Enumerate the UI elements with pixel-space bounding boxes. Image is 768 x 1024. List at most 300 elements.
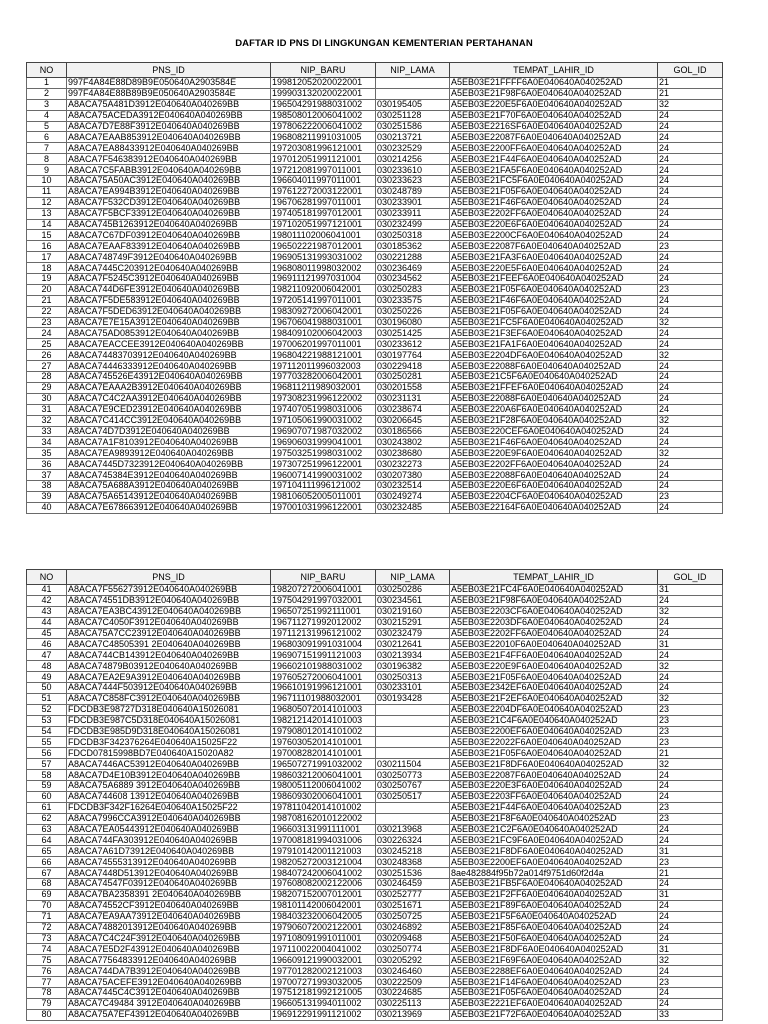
cell-nip-lama: 030229418 xyxy=(376,361,450,372)
cell-nip-baru: 197012051991121001 xyxy=(271,154,376,165)
cell-no: 55 xyxy=(27,737,67,748)
table-row xyxy=(27,759,723,770)
cell-tempat-lahir-id: A5EB03E2202FF6A0E040640A040252AD xyxy=(450,208,658,219)
cell-gol-id: 24 xyxy=(658,922,723,933)
document-title: DAFTAR ID PNS DI LINGKUNGAN KEMENTERIAN PERTAHANAN xyxy=(235,38,533,49)
cell-no: 45 xyxy=(27,628,67,639)
table-row xyxy=(27,661,723,672)
cell-nip-baru: 199903132020022001 xyxy=(271,88,376,99)
column-header-gol-id: GOL_ID xyxy=(658,570,723,585)
cell-tempat-lahir-id: A5EB03E220E9F6A0E040640A040252AD xyxy=(450,661,658,672)
cell-gol-id: 32 xyxy=(658,448,723,459)
cell-gol-id: 23 xyxy=(658,715,723,726)
cell-gol-id: 23 xyxy=(658,857,723,868)
cell-tempat-lahir-id: A5EB03E220E6F6A0E040640A040252AD xyxy=(450,219,658,230)
cell-tempat-lahir-id: A5EB03E21F05F6A0E040640A040252AD xyxy=(450,987,658,998)
cell-pns-id: A8ACA77564833912E040640A040269BB xyxy=(67,955,271,966)
cell-nip-baru: 197008282014101001 xyxy=(271,748,376,759)
cell-nip-lama xyxy=(376,748,450,759)
cell-no: 46 xyxy=(27,639,67,650)
cell-tempat-lahir-id: A5EB03E21FFFF6A0E040640A040252AD xyxy=(450,78,658,89)
cell-tempat-lahir-id: A5EB03E21F46F6A0E040640A040252AD xyxy=(450,437,658,448)
cell-tempat-lahir-id: A5EB03E21C2F6A0E040640A040252AD xyxy=(450,824,658,835)
cell-tempat-lahir-id: A5EB03E21F2EF6A0E040640A040252AD xyxy=(450,693,658,704)
cell-tempat-lahir-id: A5EB03E21F44F6A0E040640A040252AD xyxy=(450,802,658,813)
table-row xyxy=(27,154,723,165)
cell-nip-lama: 030225113 xyxy=(376,998,450,1009)
cell-tempat-lahir-id: A5EB03E21FC5F6A0E040640A040252AD xyxy=(450,176,658,187)
table-header-row xyxy=(27,570,723,585)
table-row xyxy=(27,857,723,868)
cell-no: 27 xyxy=(27,361,67,372)
cell-no: 52 xyxy=(27,704,67,715)
cell-nip-lama: 030250226 xyxy=(376,306,450,317)
cell-nip-baru: 197612272003122001 xyxy=(271,186,376,197)
table-row xyxy=(27,1009,723,1020)
cell-nip-lama xyxy=(376,78,450,89)
cell-tempat-lahir-id: A5EB03E220A6F6A0E040640A040252AD xyxy=(450,404,658,415)
cell-nip-baru: 197112011996032003 xyxy=(271,361,376,372)
table-row xyxy=(27,491,723,502)
column-header-no: NO xyxy=(27,570,67,585)
cell-nip-baru: 197007271993032005 xyxy=(271,977,376,988)
cell-nip-baru: 196711101988032001 xyxy=(271,693,376,704)
cell-nip-lama xyxy=(376,802,450,813)
cell-tempat-lahir-id: A5EB03E2216SF6A0E040640A040252AD xyxy=(450,121,658,132)
cell-nip-baru: 196504291988031002 xyxy=(271,99,376,110)
table-row xyxy=(27,868,723,879)
cell-tempat-lahir-id: A5EB03E21FEEF6A0E040640A040252AD xyxy=(450,274,658,285)
cell-pns-id: A8ACA75AD0853912E040640A040269BB xyxy=(67,328,271,339)
cell-nip-baru: 196610191996121001 xyxy=(271,683,376,694)
cell-pns-id: A8ACA745B1263912E040640A040269BB xyxy=(67,219,271,230)
table-row xyxy=(27,230,723,241)
cell-pns-id: A8ACA7E5D2F43912E040640A040269BB xyxy=(67,944,271,955)
cell-no: 16 xyxy=(27,241,67,252)
cell-no: 58 xyxy=(27,770,67,781)
cell-nip-lama xyxy=(376,726,450,737)
cell-tempat-lahir-id: A5EB03E21FC4F6A0E040640A040252AD xyxy=(450,585,658,596)
cell-gol-id: 24 xyxy=(658,502,723,513)
cell-gol-id: 21 xyxy=(658,88,723,99)
cell-pns-id: A8ACA7F5DE583912E040640A040269BB xyxy=(67,295,271,306)
column-header-pns-id: PNS_ID xyxy=(67,63,271,78)
cell-tempat-lahir-id: A5EB03E21F89F6A0E040640A040252AD xyxy=(450,900,658,911)
column-header-pns-id: PNS_ID xyxy=(67,570,271,585)
cell-no: 38 xyxy=(27,480,67,491)
cell-pns-id: A8ACA7444F503912E040640A040269BB xyxy=(67,683,271,694)
cell-nip-lama: 030250283 xyxy=(376,284,450,295)
cell-nip-lama: 030233610 xyxy=(376,165,450,176)
cell-nip-baru: 198106052005011001 xyxy=(271,491,376,502)
cell-nip-lama: 030249274 xyxy=(376,491,450,502)
table-header-row xyxy=(27,63,723,78)
cell-nip-lama xyxy=(376,715,450,726)
table-row xyxy=(27,393,723,404)
cell-no: 76 xyxy=(27,966,67,977)
cell-pns-id: A8ACA744FA303912E040640A040269BB xyxy=(67,835,271,846)
table-row xyxy=(27,78,723,89)
cell-no: 37 xyxy=(27,470,67,481)
table-row xyxy=(27,186,723,197)
column-header-nip-baru: NIP_BARU xyxy=(271,570,376,585)
cell-nip-lama: 030251671 xyxy=(376,900,450,911)
cell-tempat-lahir-id: A5EB03E21F50F6A0E040640A040252AD xyxy=(450,933,658,944)
cell-pns-id: A8ACA7C4C2AA3912E040640A040269BB xyxy=(67,393,271,404)
cell-tempat-lahir-id: A5EB03E21F72F6A0E040640A040252AD xyxy=(450,1009,658,1020)
column-header-nip-baru: NIP_BARU xyxy=(271,63,376,78)
cell-no: 62 xyxy=(27,813,67,824)
cell-tempat-lahir-id: A5EB03E21FC9F6A0E040640A040252AD xyxy=(450,835,658,846)
cell-tempat-lahir-id: A5EB03E220E5F6A0E040640A040252AD xyxy=(450,99,658,110)
cell-pns-id: A8ACA7C5FABB3912E040640A040269BB xyxy=(67,165,271,176)
table-row xyxy=(27,252,723,263)
cell-no: 39 xyxy=(27,491,67,502)
cell-nip-lama: 030206645 xyxy=(376,415,450,426)
table-row xyxy=(27,350,723,361)
cell-pns-id: A8ACA7446AC53912E040640A040269BB xyxy=(67,759,271,770)
cell-tempat-lahir-id: A5EB03E21F05F6A0E040640A040252AD xyxy=(450,186,658,197)
table-row xyxy=(27,987,723,998)
cell-nip-lama: 030245218 xyxy=(376,846,450,857)
cell-tempat-lahir-id: A5EB03E21F8DF6A0E040640A040252AD xyxy=(450,944,658,955)
cell-pns-id: A8ACA7C48505391 2E040640A040269BB xyxy=(67,639,271,650)
cell-no: 78 xyxy=(27,987,67,998)
cell-nip-baru: 197701282002121003 xyxy=(271,966,376,977)
table-row xyxy=(27,208,723,219)
cell-gol-id: 24 xyxy=(658,372,723,383)
table-row xyxy=(27,955,723,966)
cell-gol-id: 24 xyxy=(658,966,723,977)
cell-tempat-lahir-id: A5EB03E2203CF6A0E040640A040252AD xyxy=(450,606,658,617)
table-row xyxy=(27,585,723,596)
cell-nip-lama: 030232273 xyxy=(376,459,450,470)
cell-gol-id: 24 xyxy=(658,328,723,339)
cell-tempat-lahir-id: A5EB03E21F28F6A0E040640A040252AD xyxy=(450,415,658,426)
cell-pns-id: 997F4A84E88B89B9E050640A2903584E xyxy=(67,88,271,99)
cell-no: 42 xyxy=(27,595,67,606)
table-row xyxy=(27,99,723,110)
cell-no: 50 xyxy=(27,683,67,694)
cell-no: 70 xyxy=(27,900,67,911)
cell-gol-id: 23 xyxy=(658,284,723,295)
cell-gol-id: 23 xyxy=(658,813,723,824)
cell-pns-id: A8ACA74882013912E040640A040269BB xyxy=(67,922,271,933)
cell-nip-baru: 197112131996121002 xyxy=(271,628,376,639)
pns-table-1 xyxy=(26,62,723,514)
cell-nip-lama: 030211504 xyxy=(376,759,450,770)
cell-pns-id: A8ACA74551DB3912E040640A040269BB xyxy=(67,595,271,606)
cell-pns-id: FDCD07815998BD7E040640A15020A82 xyxy=(67,748,271,759)
cell-no: 64 xyxy=(27,835,67,846)
cell-no: 7 xyxy=(27,143,67,154)
cell-tempat-lahir-id: A5EB03E21F5F6A0E040640A040252AD xyxy=(450,911,658,922)
cell-gol-id: 24 xyxy=(658,900,723,911)
cell-gol-id: 21 xyxy=(658,78,723,89)
cell-no: 17 xyxy=(27,252,67,263)
cell-nip-lama: 030233911 xyxy=(376,208,450,219)
cell-pns-id: 997F4A84E88D89B9E050640A2903584E xyxy=(67,78,271,89)
cell-nip-baru: 197504291997032001 xyxy=(271,595,376,606)
cell-nip-lama: 030250773 xyxy=(376,770,450,781)
cell-nip-baru: 197910142001121003 xyxy=(271,846,376,857)
cell-tempat-lahir-id: A5EB03E21F69F6A0E040640A040252AD xyxy=(450,955,658,966)
cell-nip-lama: 030212641 xyxy=(376,639,450,650)
cell-nip-lama: 030250774 xyxy=(376,944,450,955)
cell-gol-id: 32 xyxy=(658,99,723,110)
cell-pns-id: FDCDB3E98727D318E040640A15026081 xyxy=(67,704,271,715)
cell-no: 8 xyxy=(27,154,67,165)
cell-tempat-lahir-id: A5EB03E2203FF6A0E040640A040252AD xyxy=(450,791,658,802)
cell-nip-lama: 030250517 xyxy=(376,791,450,802)
cell-nip-lama: 030207380 xyxy=(376,470,450,481)
cell-nip-baru: 199812052020022001 xyxy=(271,78,376,89)
cell-pns-id: A8ACA75A50AC3912E040640A040269BB xyxy=(67,176,271,187)
table-row xyxy=(27,835,723,846)
table-row xyxy=(27,933,723,944)
cell-nip-lama: 030233612 xyxy=(376,339,450,350)
table-row xyxy=(27,628,723,639)
cell-nip-baru: 198403232006042005 xyxy=(271,911,376,922)
table-row xyxy=(27,110,723,121)
table-row xyxy=(27,339,723,350)
cell-nip-lama: 030251425 xyxy=(376,328,450,339)
cell-pns-id: A8ACA7EAAA2B3912E040640A040269BB xyxy=(67,382,271,393)
cell-no: 14 xyxy=(27,219,67,230)
cell-no: 21 xyxy=(27,295,67,306)
cell-no: 48 xyxy=(27,661,67,672)
cell-nip-baru: 198005112006041002 xyxy=(271,781,376,792)
cell-pns-id: FDCDB3F342376264E040640A15025F22 xyxy=(67,737,271,748)
cell-tempat-lahir-id: A5EB03E21C5F6A0E040640A040252AD xyxy=(450,372,658,383)
cell-nip-lama: 030205292 xyxy=(376,955,450,966)
cell-nip-baru: 196007141990031002 xyxy=(271,470,376,481)
column-header-nip-lama: NIP_LAMA xyxy=(376,63,450,78)
table-body xyxy=(27,585,723,1021)
cell-nip-baru: 196706041988031001 xyxy=(271,317,376,328)
cell-pns-id: A8ACA744608 13912E040640A040269BB xyxy=(67,791,271,802)
cell-no: 4 xyxy=(27,110,67,121)
cell-nip-lama: 030201558 xyxy=(376,382,450,393)
table-row xyxy=(27,219,723,230)
cell-tempat-lahir-id: A5EB03E22088F6A0E040640A040252AD xyxy=(450,361,658,372)
table-row xyxy=(27,683,723,694)
cell-nip-lama xyxy=(376,88,450,99)
table-row xyxy=(27,617,723,628)
cell-nip-lama: 030209468 xyxy=(376,933,450,944)
table-row xyxy=(27,88,723,99)
cell-gol-id: 24 xyxy=(658,110,723,121)
table-row xyxy=(27,241,723,252)
cell-nip-lama: 030238674 xyxy=(376,404,450,415)
cell-gol-id: 32 xyxy=(658,693,723,704)
cell-gol-id: 24 xyxy=(658,911,723,922)
cell-gol-id: 23 xyxy=(658,977,723,988)
cell-nip-lama: 030251586 xyxy=(376,121,450,132)
table-row xyxy=(27,317,723,328)
cell-gol-id: 33 xyxy=(658,1009,723,1020)
cell-nip-baru: 197908012014101002 xyxy=(271,726,376,737)
cell-gol-id: 24 xyxy=(658,230,723,241)
cell-nip-baru: 196811211989032001 xyxy=(271,382,376,393)
cell-nip-lama: 030222509 xyxy=(376,977,450,988)
cell-tempat-lahir-id: A5EB03E22087F6A0E040640A040252AD xyxy=(450,770,658,781)
cell-nip-baru: 198205272003121004 xyxy=(271,857,376,868)
cell-nip-baru: 198212142014101003 xyxy=(271,715,376,726)
cell-pns-id: A8ACA7D4E10B3912E040640A040269BB xyxy=(67,770,271,781)
cell-nip-baru: 197605272006041001 xyxy=(271,672,376,683)
cell-tempat-lahir-id: A5EB03E21F44F6A0E040640A040252AD xyxy=(450,154,658,165)
cell-no: 22 xyxy=(27,306,67,317)
cell-nip-baru: 197407051998031006 xyxy=(271,404,376,415)
cell-pns-id: A8ACA75A481D3912E040640A040269BB xyxy=(67,99,271,110)
cell-tempat-lahir-id: A5EB03E21F3EF6A0E040640A040252AD xyxy=(450,328,658,339)
cell-nip-lama: 030250286 xyxy=(376,585,450,596)
cell-nip-lama: 030221288 xyxy=(376,252,450,263)
cell-nip-lama: 030233623 xyxy=(376,176,450,187)
cell-gol-id: 24 xyxy=(658,274,723,285)
cell-no: 11 xyxy=(27,186,67,197)
cell-nip-lama: 030236469 xyxy=(376,263,450,274)
cell-no: 18 xyxy=(27,263,67,274)
cell-no: 44 xyxy=(27,617,67,628)
cell-no: 60 xyxy=(27,791,67,802)
cell-nip-baru: 197001031996122001 xyxy=(271,502,376,513)
cell-nip-baru: 197503251998031002 xyxy=(271,448,376,459)
cell-pns-id: A8ACA7D7E88F3912E040640A040269BB xyxy=(67,121,271,132)
cell-nip-lama: 030246459 xyxy=(376,879,450,890)
cell-pns-id: A8ACA75A6889 3912E040640A040269BB xyxy=(67,781,271,792)
cell-tempat-lahir-id: A5EB03E2342EF6A0E040640A040252AD xyxy=(450,683,658,694)
cell-tempat-lahir-id: A5EB03E21C4F6A0E040640A040252AD xyxy=(450,715,658,726)
table-row xyxy=(27,726,723,737)
cell-pns-id: A8ACA7F5245C3912E040640A040269BB xyxy=(67,274,271,285)
cell-pns-id: A8ACA7E7E15A3912E040640A040269BB xyxy=(67,317,271,328)
table-row xyxy=(27,944,723,955)
cell-pns-id: A8ACA75ACEDA3912E040640A040269BB xyxy=(67,110,271,121)
cell-tempat-lahir-id: A5EB03E220CEF6A0E040640A040252AD xyxy=(450,426,658,437)
cell-gol-id: 21 xyxy=(658,868,723,879)
cell-nip-lama: 030232529 xyxy=(376,143,450,154)
cell-gol-id: 23 xyxy=(658,704,723,715)
cell-no: 41 xyxy=(27,585,67,596)
cell-gol-id: 24 xyxy=(658,176,723,187)
cell-nip-lama: 030185362 xyxy=(376,241,450,252)
cell-pns-id: FDCDB3F342F16264E040640A15025F22 xyxy=(67,802,271,813)
cell-nip-lama: 030246892 xyxy=(376,922,450,933)
cell-gol-id: 24 xyxy=(658,617,723,628)
cell-nip-lama: 030233101 xyxy=(376,683,450,694)
table-row xyxy=(27,437,723,448)
cell-gol-id: 24 xyxy=(658,306,723,317)
cell-pns-id: A8ACA744DA7B3912E040640A040269BB xyxy=(67,966,271,977)
table-row xyxy=(27,715,723,726)
cell-nip-lama: 030215291 xyxy=(376,617,450,628)
cell-nip-baru: 196906031999041001 xyxy=(271,437,376,448)
cell-nip-baru: 197110022004041002 xyxy=(271,944,376,955)
cell-gol-id: 24 xyxy=(658,879,723,890)
cell-gol-id: 24 xyxy=(658,197,723,208)
table-row xyxy=(27,737,723,748)
table-row xyxy=(27,791,723,802)
cell-tempat-lahir-id: A5EB03E21FA1F6A0E040640A040252AD xyxy=(450,339,658,350)
cell-nip-baru: 196808011998032002 xyxy=(271,263,376,274)
cell-gol-id: 24 xyxy=(658,404,723,415)
cell-pns-id: A8ACA744D6FE3912E040640A040269BB xyxy=(67,284,271,295)
cell-nip-lama: 030251536 xyxy=(376,868,450,879)
cell-nip-lama: 030250313 xyxy=(376,672,450,683)
cell-no: 59 xyxy=(27,781,67,792)
cell-pns-id: A8ACA7445C203912E040640A040269BB xyxy=(67,263,271,274)
cell-pns-id: A8ACA75A7CC23912E040640A040269BB xyxy=(67,628,271,639)
cell-gol-id: 32 xyxy=(658,415,723,426)
cell-pns-id: A8ACA7EAAF833912E040640A040269BB xyxy=(67,241,271,252)
cell-tempat-lahir-id: A5EB03E21F70F6A0E040640A040252AD xyxy=(450,110,658,121)
cell-no: 2 xyxy=(27,88,67,99)
cell-gol-id: 24 xyxy=(658,263,723,274)
cell-no: 3 xyxy=(27,99,67,110)
cell-nip-baru: 197307251996122001 xyxy=(271,459,376,470)
cell-tempat-lahir-id: A5EB03E2204CF6A0E040640A040252AD xyxy=(450,491,658,502)
cell-gol-id: 24 xyxy=(658,361,723,372)
cell-no: 6 xyxy=(27,132,67,143)
cell-nip-baru: 196805072014101003 xyxy=(271,704,376,715)
cell-pns-id: A8ACA74483703912E040640A040269BB xyxy=(67,350,271,361)
cell-tempat-lahir-id: A5EB03E2221EF6A0E040640A040252AD xyxy=(450,998,658,1009)
cell-tempat-lahir-id: A5EB03E21FFEF6A0E040640A040252AD xyxy=(450,382,658,393)
cell-gol-id: 32 xyxy=(658,317,723,328)
cell-nip-baru: 196602101988031002 xyxy=(271,661,376,672)
cell-tempat-lahir-id: A5EB03E21FB5F6A0E040640A040252AD xyxy=(450,879,658,890)
cell-pns-id: A8ACA7C4C24F3912E040640A040269BB xyxy=(67,933,271,944)
cell-tempat-lahir-id: A5EB03E21F2FF6A0E040640A040252AD xyxy=(450,889,658,900)
cell-tempat-lahir-id: A5EB03E21F14F6A0E040640A040252AD xyxy=(450,977,658,988)
cell-no: 23 xyxy=(27,317,67,328)
table-row xyxy=(27,900,723,911)
table-row xyxy=(27,306,723,317)
cell-nip-lama: 030232485 xyxy=(376,502,450,513)
cell-gol-id: 24 xyxy=(658,628,723,639)
cell-no: 36 xyxy=(27,459,67,470)
cell-tempat-lahir-id: A5EB03E21F85F6A0E040640A040252AD xyxy=(450,922,658,933)
table-row xyxy=(27,382,723,393)
table-row xyxy=(27,748,723,759)
table-row xyxy=(27,470,723,481)
table-row xyxy=(27,404,723,415)
cell-nip-lama: 030250318 xyxy=(376,230,450,241)
cell-tempat-lahir-id: A5EB03E21F46F6A0E040640A040252AD xyxy=(450,295,658,306)
cell-pns-id: A8ACA74552CF3912E040640A040269BB xyxy=(67,900,271,911)
cell-pns-id: A8ACA7A61D73912E040640A040269BB xyxy=(67,846,271,857)
cell-nip-baru: 196706281997011001 xyxy=(271,197,376,208)
cell-nip-lama xyxy=(376,704,450,715)
table-row xyxy=(27,802,723,813)
cell-pns-id: A8ACA75A7EF43912E040640A040269BB xyxy=(67,1009,271,1020)
cell-tempat-lahir-id: A5EB03E21F98F6A0E040640A040252AD xyxy=(450,88,658,99)
cell-nip-baru: 198207152007012001 xyxy=(271,889,376,900)
cell-gol-id: 24 xyxy=(658,770,723,781)
cell-nip-lama: 030219160 xyxy=(376,606,450,617)
cell-pns-id: A8ACA7BA2358391 2E040640A040269BB xyxy=(67,889,271,900)
cell-no: 35 xyxy=(27,448,67,459)
cell-no: 66 xyxy=(27,857,67,868)
cell-no: 1 xyxy=(27,78,67,89)
cell-tempat-lahir-id: A5EB03E220E3F6A0E040640A040252AD xyxy=(450,781,658,792)
cell-tempat-lahir-id: A5EB03E22010F6A0E040640A040252AD xyxy=(450,639,658,650)
table-row xyxy=(27,448,723,459)
cell-nip-lama: 030250767 xyxy=(376,781,450,792)
cell-no: 75 xyxy=(27,955,67,966)
